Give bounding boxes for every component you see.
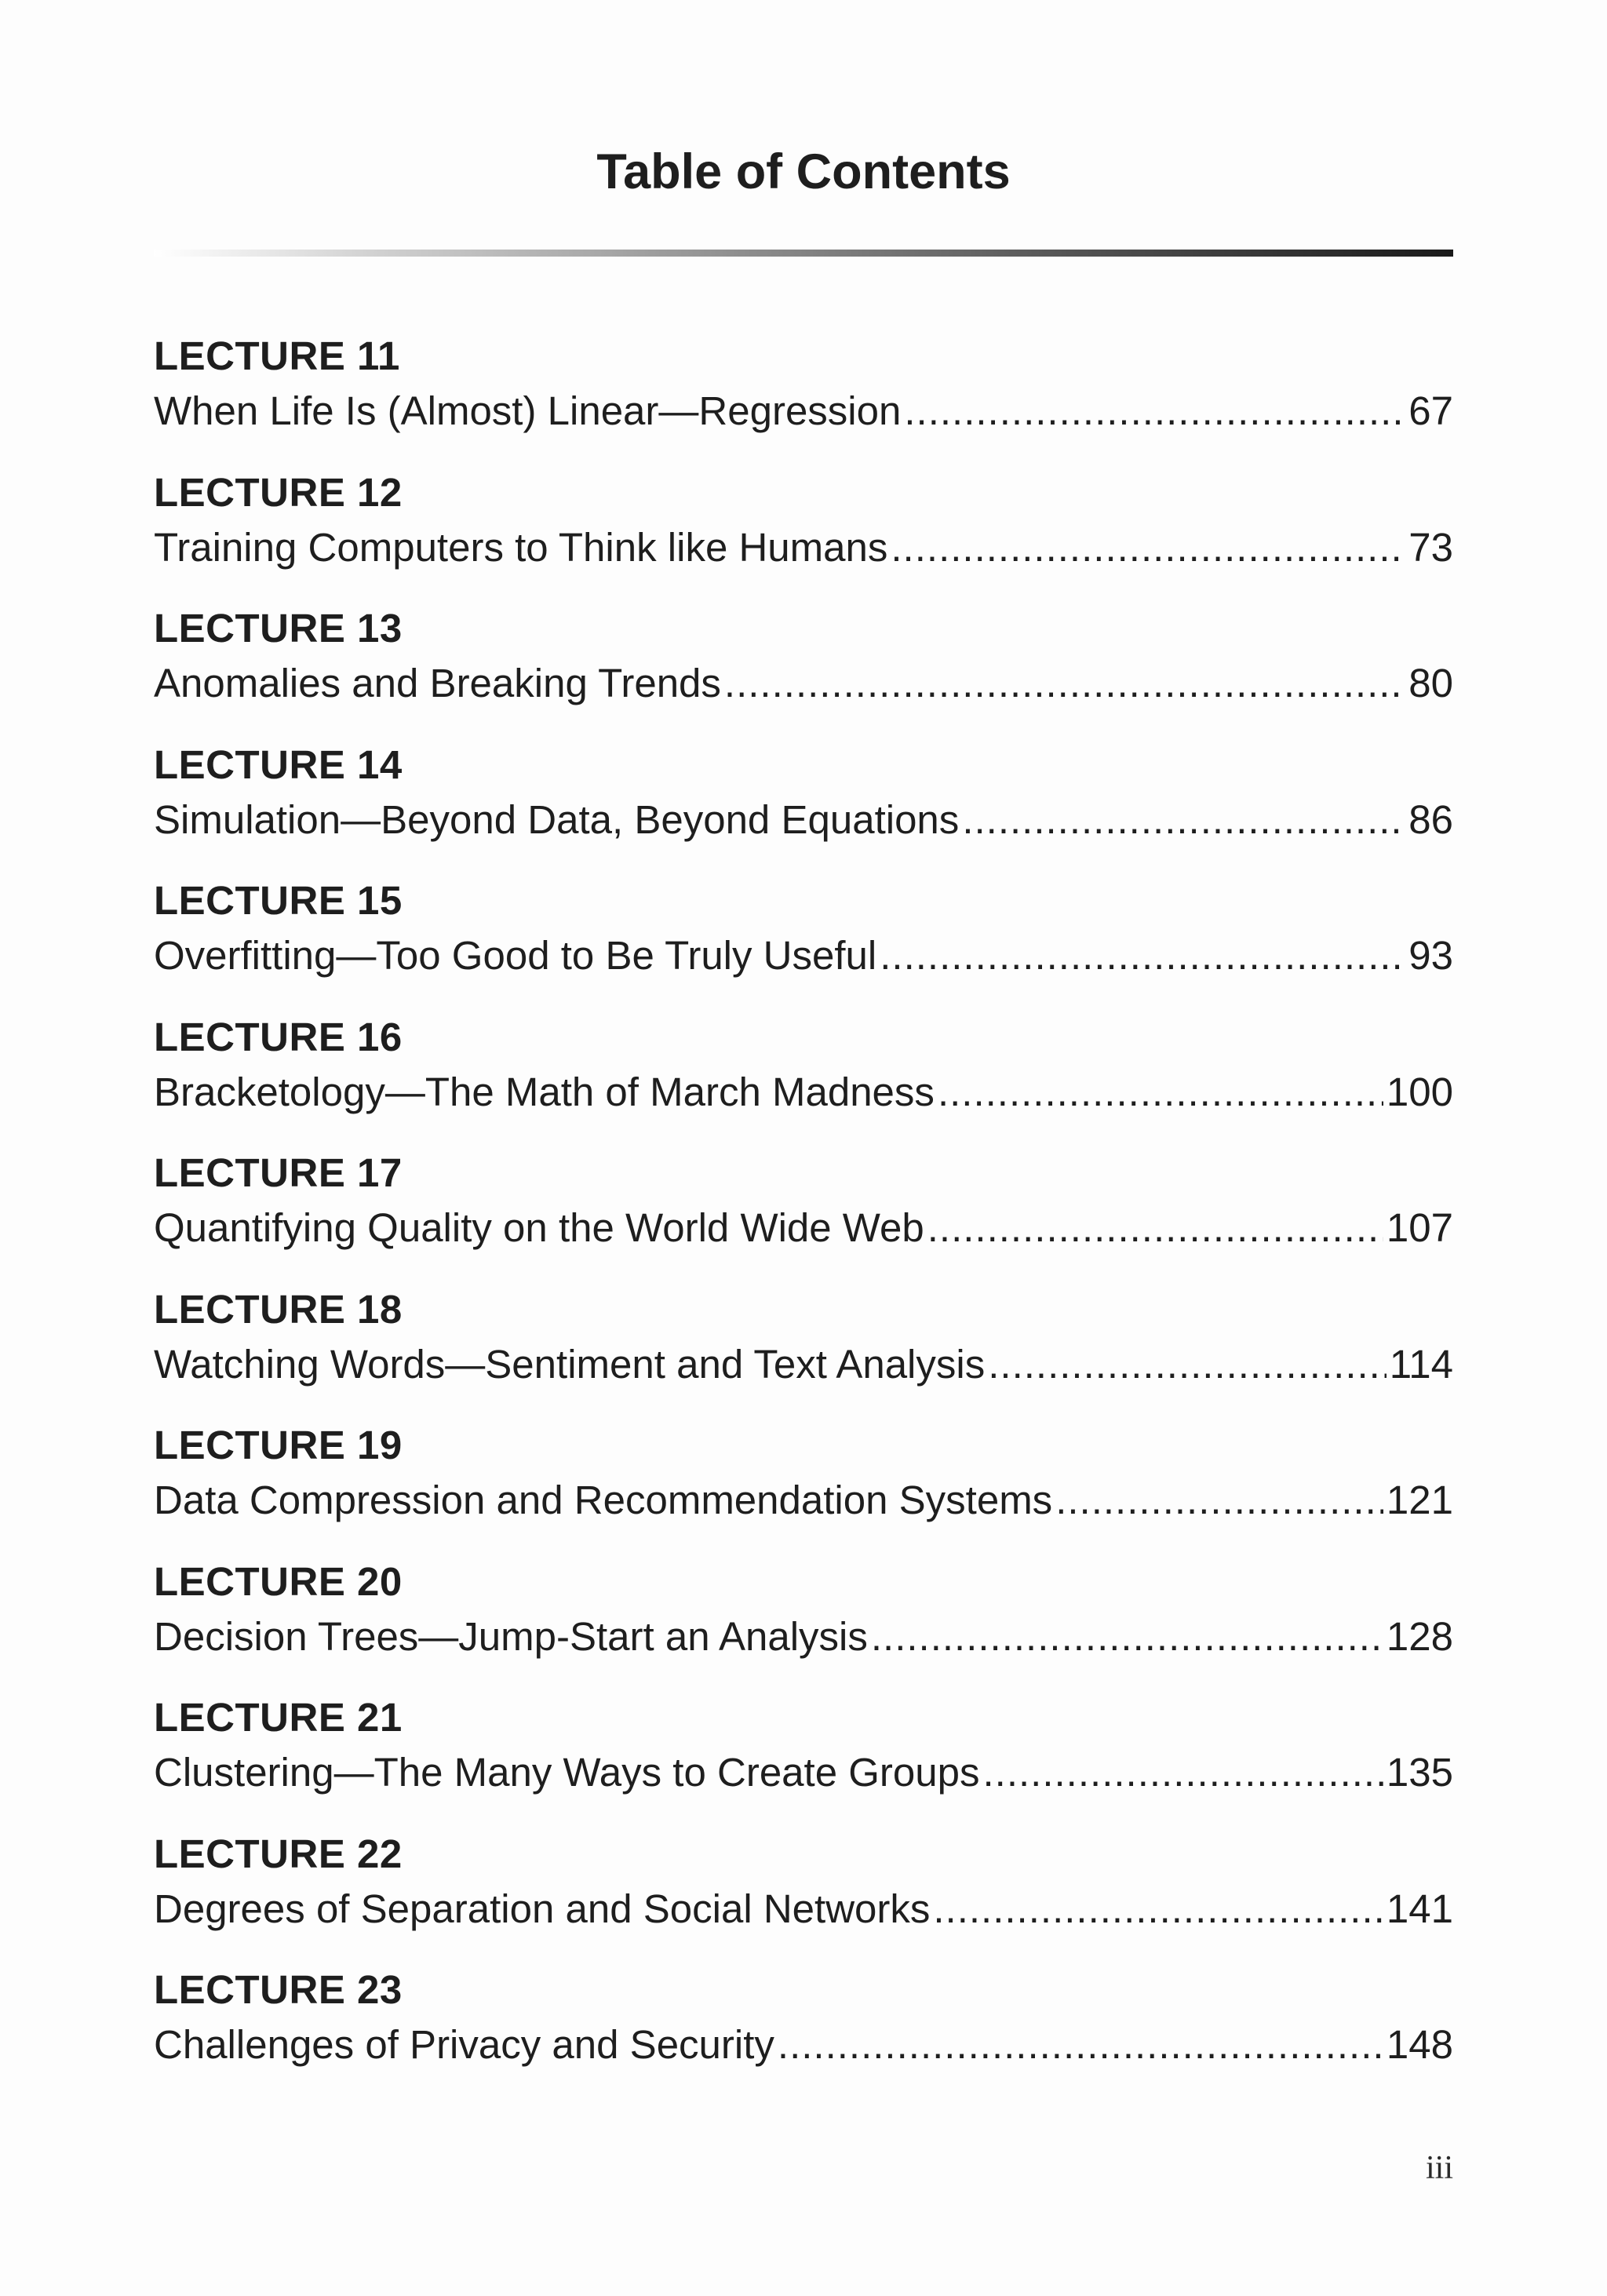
page-number: 86	[1408, 796, 1453, 842]
toc-entry[interactable]	[154, 1689, 1453, 1826]
toc-entry[interactable]	[154, 1417, 1453, 1554]
toc-entry[interactable]	[154, 1009, 1453, 1146]
toc-line	[154, 1203, 1453, 1253]
dot-leader	[933, 1884, 1383, 1934]
lecture-title: Challenges of Privacy and Security	[154, 2022, 774, 2067]
page-number: 107	[1386, 1205, 1453, 1250]
dot-leader	[927, 1203, 1383, 1253]
dot-leader	[724, 658, 1405, 709]
dot-leader	[988, 1339, 1386, 1390]
lecture-title: Quantifying Quality on the World Wide Web	[154, 1205, 924, 1250]
dot-leader	[938, 1067, 1383, 1117]
page-number: 135	[1386, 1750, 1453, 1795]
page-number: 100	[1386, 1069, 1453, 1114]
toc-line	[154, 1748, 1453, 1798]
dot-leader	[880, 931, 1405, 981]
lecture-title: Data Compression and Recommendation Systems	[154, 1478, 1053, 1522]
toc-entry[interactable]	[154, 1826, 1453, 1963]
page-number: 73	[1408, 524, 1453, 570]
lecture-label: LECTURE 23	[154, 1967, 403, 2012]
toc-entry[interactable]	[154, 465, 1453, 601]
page-number: 80	[1408, 661, 1453, 705]
toc-line	[154, 931, 1453, 981]
lecture-title: Training Computers to Think like Humans	[154, 524, 888, 570]
lecture-label: LECTURE 19	[154, 1423, 403, 1467]
dot-leader	[1055, 1475, 1383, 1525]
lecture-title: When Life Is (Almost) Linear—Regression	[154, 388, 902, 433]
page-number: 114	[1389, 1341, 1453, 1387]
lecture-title: Decision Trees—Jump-Start an Analysis	[154, 1613, 868, 1659]
page-number: 67	[1408, 388, 1453, 433]
page-folio: iii	[1425, 2150, 1453, 2186]
toc-line	[154, 1339, 1453, 1390]
lecture-label: LECTURE 22	[154, 1831, 403, 1876]
lecture-title: Degrees of Separation and Social Networks	[154, 1886, 931, 1931]
toc-line	[154, 1884, 1453, 1934]
lecture-title: Overfitting—Too Good to Be Truly Useful	[154, 933, 877, 978]
lecture-title: Clustering—The Many Ways to Create Groups	[154, 1750, 980, 1795]
lecture-label: LECTURE 17	[154, 1150, 403, 1195]
toc-line	[154, 386, 1453, 436]
page-title: Table of Contents	[596, 144, 1011, 199]
lecture-label: LECTURE 14	[154, 742, 403, 787]
toc-entry[interactable]	[154, 737, 1453, 873]
toc-entry[interactable]	[154, 1145, 1453, 1281]
lecture-label: LECTURE 20	[154, 1558, 403, 1604]
lecture-label: LECTURE 15	[154, 878, 403, 923]
toc-line	[154, 2020, 1453, 2070]
dot-leader	[871, 1612, 1383, 1662]
lecture-label: LECTURE 11	[154, 333, 400, 378]
lecture-title: Bracketology—The Math of March Madness	[154, 1069, 935, 1114]
toc-entry[interactable]	[154, 600, 1453, 737]
lecture-title: Simulation—Beyond Data, Beyond Equations	[154, 796, 960, 842]
dot-leader	[891, 523, 1405, 573]
toc-list	[154, 328, 1453, 2098]
lecture-label: LECTURE 13	[154, 606, 403, 651]
toc-line	[154, 523, 1453, 573]
dot-leader	[778, 2020, 1383, 2070]
toc-line	[154, 658, 1453, 709]
toc-line	[154, 795, 1453, 845]
lecture-title: Anomalies and Breaking Trends	[154, 661, 721, 705]
toc-entry[interactable]	[154, 1554, 1453, 1690]
dot-leader	[962, 795, 1405, 845]
toc-page	[154, 0, 1453, 2296]
dot-leader	[904, 386, 1405, 436]
lecture-label: LECTURE 21	[154, 1695, 403, 1740]
lecture-label: LECTURE 18	[154, 1286, 403, 1332]
toc-entry[interactable]	[154, 873, 1453, 1009]
page-number: 128	[1386, 1613, 1453, 1659]
toc-line	[154, 1612, 1453, 1662]
toc-entry[interactable]	[154, 1962, 1453, 2098]
page-number: 93	[1408, 933, 1453, 978]
page-number: 141	[1386, 1886, 1453, 1931]
lecture-title: Watching Words—Sentiment and Text Analysis	[154, 1341, 986, 1387]
page-number: 121	[1386, 1478, 1453, 1522]
title-rule	[154, 250, 1453, 257]
lecture-label: LECTURE 16	[154, 1014, 403, 1059]
toc-line	[154, 1475, 1453, 1525]
page-number: 148	[1386, 2022, 1453, 2067]
toc-entry[interactable]	[154, 328, 1453, 465]
lecture-label: LECTURE 12	[154, 469, 403, 515]
dot-leader	[983, 1748, 1383, 1798]
toc-entry[interactable]	[154, 1281, 1453, 1418]
toc-line	[154, 1067, 1453, 1117]
